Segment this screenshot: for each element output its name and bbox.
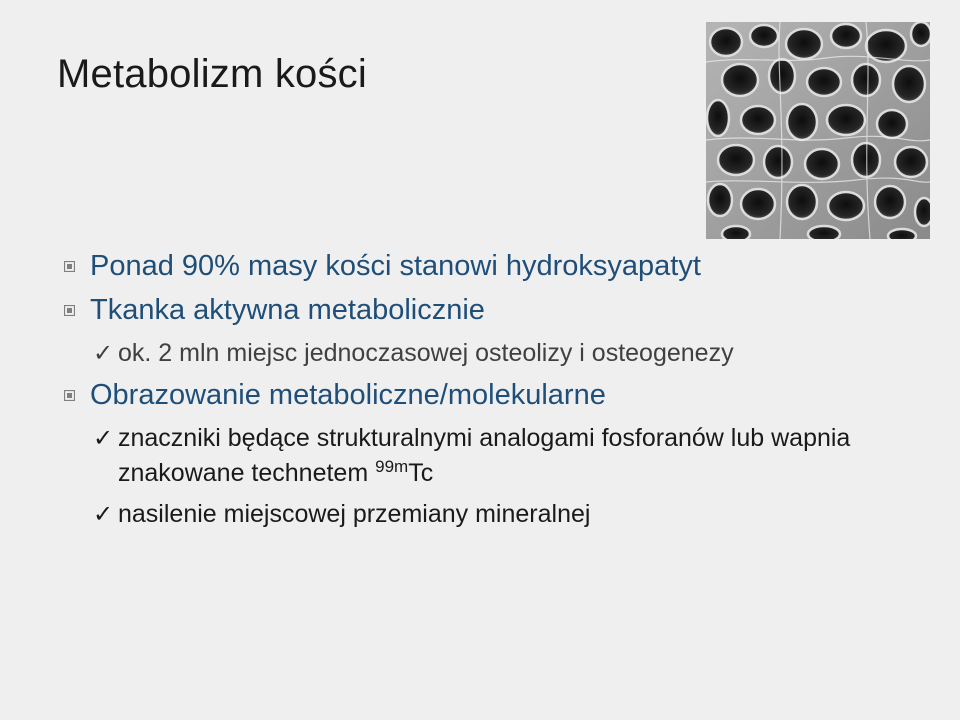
bullet-item — [62, 292, 902, 329]
bullet-item — [62, 377, 902, 414]
subbullet-item — [62, 336, 902, 371]
bone-trabecular-structure-image — [706, 22, 930, 239]
isotope-label — [375, 459, 433, 487]
subbullet-text: ok. 2 mln miejsc jednoczasowej osteolizy i osteogenezy — [118, 339, 734, 367]
square-bullet-icon — [64, 261, 75, 272]
isotope-mass-number: 99m — [375, 457, 409, 476]
bullet-text: Ponad 90% masy kości stanowi hydroksyapatyt — [90, 250, 701, 282]
subbullet-item — [62, 421, 902, 491]
bullet-text: Tkanka aktywna metabolicznie — [90, 294, 485, 326]
checkmark-icon: ✓ — [93, 339, 114, 367]
slide-title: Metabolizm kości — [57, 52, 367, 96]
isotope-symbol: Tc — [408, 459, 434, 487]
subbullet-item — [62, 497, 902, 532]
bone-structure-illustration — [706, 22, 930, 239]
square-bullet-icon — [64, 305, 75, 316]
bullet-item — [62, 248, 902, 285]
subbullet-text: znaczniki będące strukturalnymi analogami fosforanów lub wapnia znakowane technetem — [118, 424, 851, 487]
checkmark-icon: ✓ — [93, 500, 114, 528]
checkmark-icon: ✓ — [93, 424, 114, 452]
square-bullet-icon — [64, 390, 75, 401]
subbullet-text: nasilenie miejscowej przemiany mineralnej — [118, 500, 591, 528]
slide-content — [62, 248, 902, 538]
bullet-text: Obrazowanie metaboliczne/molekularne — [90, 379, 606, 411]
